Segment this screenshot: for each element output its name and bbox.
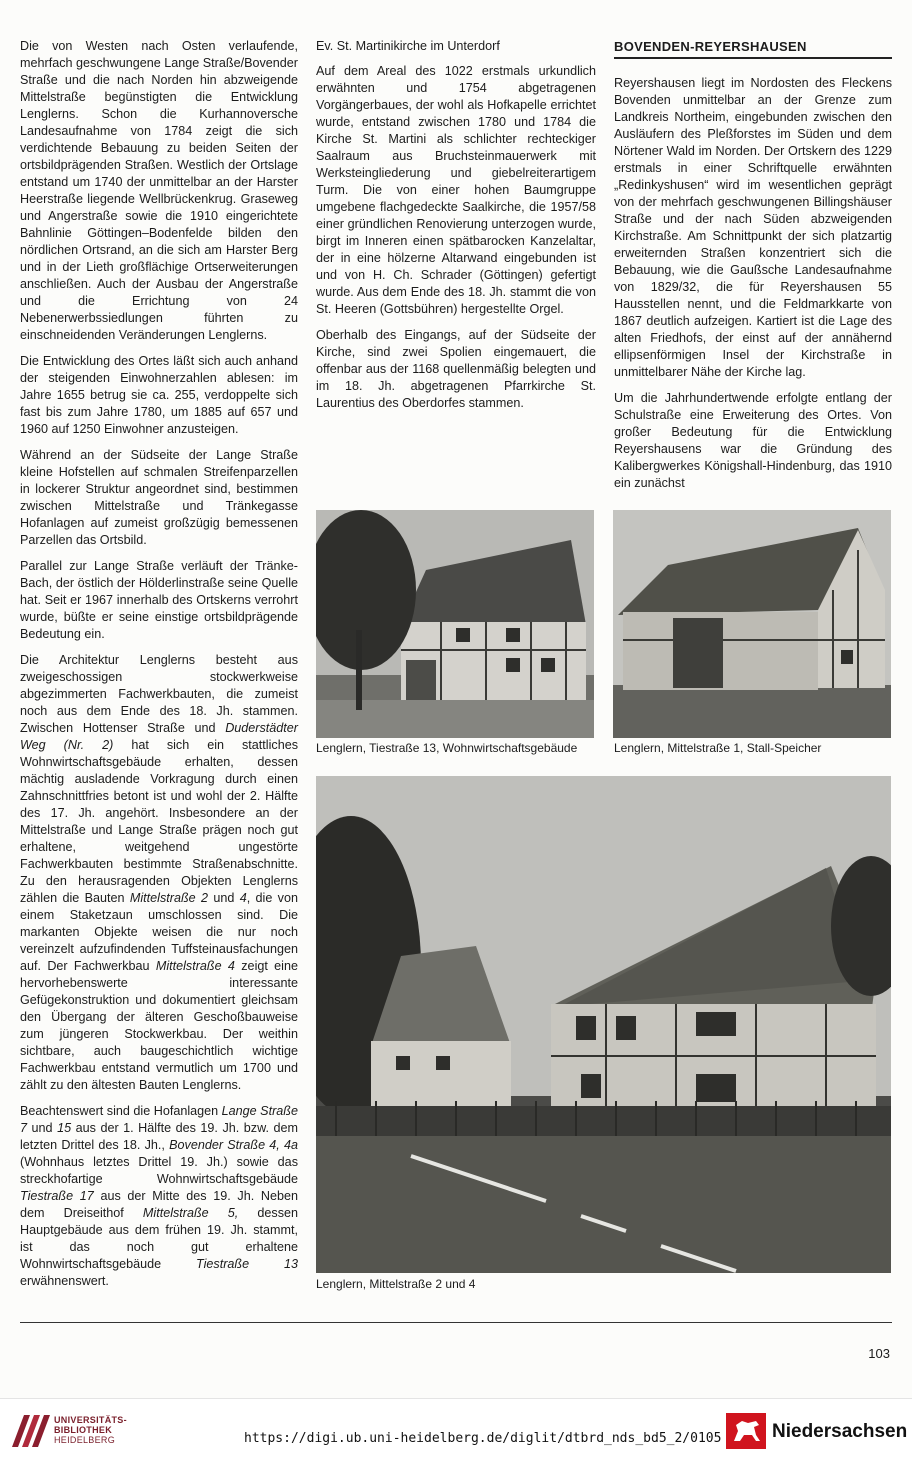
lower-saxony-horse-icon: [726, 1413, 766, 1449]
paragraph: Oberhalb des Eingangs, auf der Südseite der Kirche, sind zwei Spolien eingemauert, die offenbar aus der 1168 quellenmäßig belegten und im 18. Jh. abgetragenen Pfarrkirche St. Laurentius des Oberdorfes stammen.: [316, 328, 596, 410]
photo-mittelstrasse-2-and-4: [316, 776, 891, 1273]
university-library-logo-icon: [8, 1411, 52, 1451]
photo-caption: Lenglern, Mittelstraße 2 und 4: [316, 1277, 476, 1291]
university-library-name: UNIVERSITÄTS- BIBLIOTHEK HEIDELBERG: [54, 1415, 127, 1445]
photo-caption: Lenglern, Tiestraße 13, Wohnwirtschaftsgebäude: [316, 741, 578, 755]
paragraph: Parallel zur Lange Straße verläuft der Tränke-Bach, der östlich der Hölderlinstraße seine Quelle hat. Seit er 1967 innerhalb des Ortskerns verrohrt wurde, büßte er seine einstige ortsbildprägende Bedeutung ein.: [20, 559, 298, 641]
photo-caption: Lenglern, Mittelstraße 1, Stall-Speicher: [614, 741, 822, 755]
source-url[interactable]: https://digi.ub.uni-heidelberg.de/diglit/dtbrd_nds_bd5_2/0105: [244, 1431, 722, 1446]
footer-rule: [20, 1322, 892, 1323]
state-name: Niedersachsen: [772, 1421, 908, 1442]
paragraph: Während an der Südseite der Lange Straße kleine Hofstellen auf schmalen Streifenparzellen in lockerer Struktur angeordnet sind, bestimmen zwischen Mittelstraße und Tränkegasse Hofanlagen auf zumeist großzügig bemessenen Parzellen das Ortsbild.: [20, 448, 298, 547]
text-column-2: [316, 38, 596, 421]
paragraph: Beachtenswert sind die Hofanlagen Lange Straße 7 und 15 aus der 1. Hälfte des 19. Jh. bzw. dem letzten Drittel des 18. Jh., Bovender Straße 4, 4a (Wohnhaus letztes Drittel 19. Jh.) sowie das streckhofartige Wohnwirtschaftsgebäude Tiestraße 17 aus der Mitte des 19. Jh. Neben dem Dreiseithof Mittelstraße 5, dessen Hauptgebäude aus dem frühen 19. Jh. stammt, ist das noch gut erhaltene Wohnwirtschaftsgebäude Tiestraße 13 erwähnenswert.: [20, 1104, 299, 1288]
text-column-3: [614, 38, 892, 501]
photo-mittelstrasse-1: [613, 510, 891, 738]
church-heading: Ev. St. Martinikirche im Unterdorf: [316, 39, 500, 53]
paragraph: Reyershausen liegt im Nordosten des Fleckens Bovenden unmittelbar an der Grenze zum Landkreis Northeim, eingebunden zwischen den Ausläufern des Pleßforstes im Süden und dem Nörtener Wald im Norden. Der Ortskern des 1229 erstmals in einer Schriftquelle erwähnten „Redinkyshusen“ wird im wesentlichen geprägt von der mehrfach geschwungenen Billingshäuser Straße und der nach Süden abzweigenden Kirchstraße. Am Schnittpunkt der sich platzartig erweiternden Straßen konzentriert sich die Bebauung, wie die Gaußsche Landesaufnahme von 1829/32, die für Reyershausen 55 Hausstellen nennt, und die Feldmarkkarte von 1867 deutlich aufzeigen. Kartiert ist die Lage des alten Friedhofs, der einst auf der annähernd ellipsenförmigen Insel der Kirchstraße in unmittelbarer Nähe der Kirche lag.: [614, 76, 892, 379]
text-column-1: [20, 38, 298, 1299]
page-number: 103: [868, 1346, 890, 1361]
paragraph: Um die Jahrhundertwende erfolgte entlang der Schulstraße eine Erweiterung des Ortes. Von großer Bedeutung für die Entwicklung Reyershausens war die Gründung des Kalibergwerkes Königshall-Hindenburg, das 1910 ein zunächst: [614, 391, 892, 490]
section-title: BOVENDEN-REYERSHAUSEN: [614, 38, 892, 59]
paragraph: Die Architektur Lenglerns besteht aus zweigeschossigen stockwerkweise abgezimmerten Fachwerkbauten, die zumeist noch aus dem Ende des 18. Jh. stammen. Zwischen Hottenser Straße und Duderstädter Weg (Nr. 2) hat sich ein stattliches Wohnwirtschaftsgebäude erhalten, dessen mächtig ausladende Vorkragung durch einen Zahnschnittfries betont ist und wohl der 2. Hälfte des 17. Jh. angehört. Insbesondere an der Mittelstraße und Lange Straße prägen noch gut erhaltene, weitgehend ungestörte Fachwerkbauten bestimmte Straßenabschnitte. Zu den herausragenden Objekten Lenglerns zählen die Bauten Mittelstraße 2 und 4, die von einem Staketzaun umschlossen sind. Die markanten Objekte weisen die nur noch vereinzelt aufzufindenden Tuffsteinausfachungen auf. Der Fachwerkbau Mittelstraße 4 zeigt eine hervorhebenswerte interessante Gefügekonstruktion und dokumentiert gleichsam den Übergang der älteren Geschoßbauweise zum jüngeren Stockwerkbau. Der weithin sichtbare, auch baugeschichtlich wichtige Fachwerkbau entstand vermutlich um 1700 und zählt zu den ältesten Bauten Lenglerns.: [20, 653, 298, 1092]
paragraph: Auf dem Areal des 1022 erstmals urkundlich erwähnten und 1754 abgetragenen Vorgängerbaues, der wohl als Hofkapelle errichtet wurde, entstand zwischen 1780 und 1784 die Kirche St. Martini als schlichter rechteckiger Saalraum aus Bruchsteinmauerwerk mit Werksteingliederung und giebelreiterartigem Turm. Die von einer hohen Baumgruppe umgebene flachgedeckte Saalkirche, die 1957/58 einer gründlichen Renovierung unterzogen wurde, birgt im Inneren einen spätbarocken Kanzelaltar, der in eine hölzerne Altarwand eingebunden ist und von H. Ch. Schrader (Göttingen) gefertigt wurde. Aus dem Ende des 18. Jh. stammt die von St. Heeren (Gottsbühren) hergestellte Orgel.: [316, 64, 596, 316]
paragraph: Die Entwicklung des Ortes läßt sich auch anhand der steigenden Einwohnerzahlen ablesen: im Jahre 1655 betrug sie ca. 255, verdoppelte sich fast bis zum Jahre 1780, um 1885 auf 657 und 1960 auf 1250 Einwohner anzusteigen.: [20, 354, 298, 436]
footer-bar: [0, 1398, 912, 1464]
paragraph: Die von Westen nach Osten verlaufende, mehrfach geschwungene Lange Straße/Bovender Straße und die nach Norden hin abzweigende Mittelstraße begünstigten die Entwicklung Lenglerns. Schon die Kurhannoversche Landesaufnahme von 1784 zeigt die sich verdichtende Bebauung zu beiden Seiten der ortsbildprägenden Straßen. Westlich der Ortslage entstand um 1740 der unmittelbar an der Harster Heerstraße liegende Wellbrückenkrug. Graseweg und Angerstraße sowie die 1910 eingerichtete Bahnlinie Göttingen–Bodenfelde bilden den nördlichen Ortsrand, an die sich am Harster Berg und in der Lieth großflächige Ortserweiterungen anschließen. Auch der Ausbau der Angerstraße und die Errichtung von 24 Nebenerwerbssiedlungen führten zu einschneidenden Veränderungen Lenglerns.: [20, 39, 298, 342]
photo-tiestrasse-13: [316, 510, 594, 738]
